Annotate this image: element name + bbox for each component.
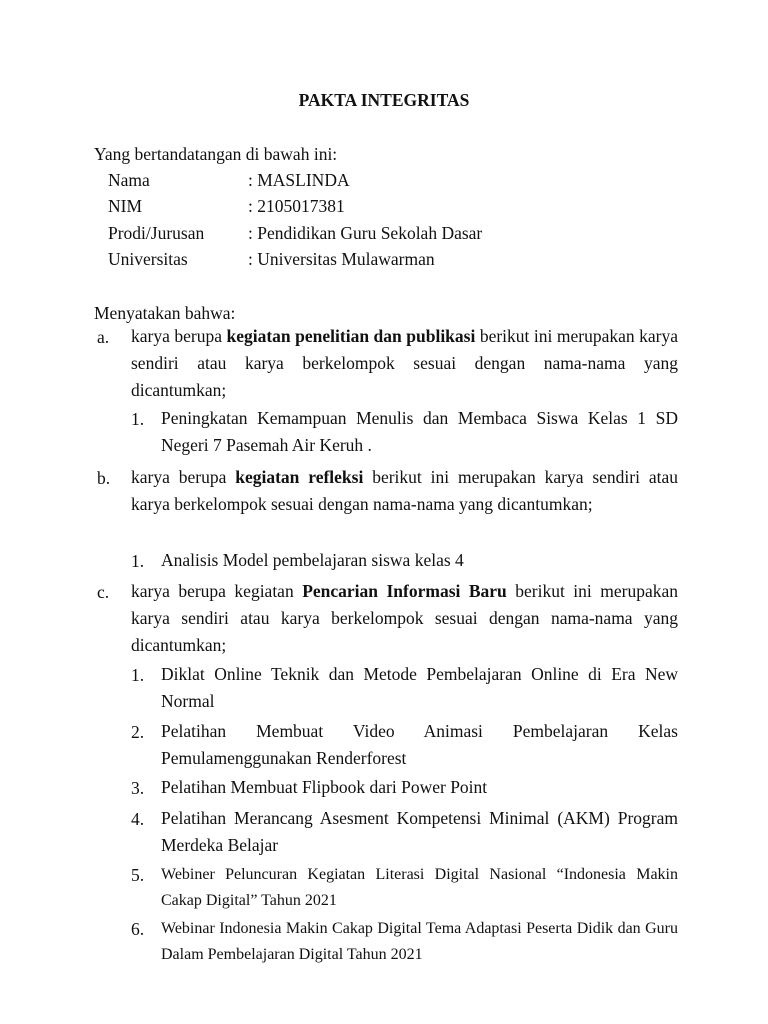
identity-label: Prodi/Jurusan — [108, 223, 205, 243]
identity-label: Universitas — [108, 249, 188, 269]
item-text-bold: kegiatan refleksi — [235, 467, 364, 487]
sub-item-number: 1. — [131, 551, 145, 571]
item-text-prefix: karya berupa — [131, 326, 227, 346]
item-text-suffix: berikut ini merupakan karya sendiri atau karya berkelompok sesuai dengan nama-nama yang dicantumkan; — [131, 581, 678, 655]
sub-item-text: Pelatihan Merancang Asesment Kompetensi Minimal (AKM) Program Merdeka Belajar — [161, 808, 678, 855]
sub-item-text: Webiner Peluncuran Kegiatan Literasi Digital Nasional “Indonesia Makin Cakap Digital” Tahun 2021 — [161, 866, 678, 909]
item-letter: b. — [97, 468, 111, 488]
identity-value: : MASLINDA — [248, 170, 350, 190]
item-text-bold: kegiatan penelitian dan publikasi — [226, 326, 476, 346]
identity-value: : 2105017381 — [248, 196, 345, 216]
identity-label: Nama — [108, 170, 150, 190]
identity-value: : Pendidikan Guru Sekolah Dasar — [248, 223, 483, 243]
identity-row-university — [108, 249, 708, 275]
item-text-bold: Pencarian Informasi Baru — [302, 581, 507, 601]
sub-item-text: Pelatihan Membuat Video Animasi Pembelajaran Kelas Pemulamenggunakan Renderforest — [161, 721, 678, 768]
document-title: PAKTA INTEGRITAS — [298, 90, 470, 110]
sub-item-number: 6. — [131, 919, 145, 939]
item-paragraph — [131, 323, 678, 404]
sub-item-number: 3. — [131, 778, 145, 798]
identity-label: NIM — [108, 196, 143, 216]
intro-text: Yang bertandatangan di bawah ini: — [94, 144, 338, 164]
sub-item-text: Analisis Model pembelajaran siswa kelas 4 — [161, 550, 464, 570]
sub-item-text: Diklat Online Teknik dan Metode Pembelajaran Online di Era New Normal — [161, 664, 678, 711]
identity-row-name — [108, 170, 708, 196]
sub-item-number: 4. — [131, 809, 145, 829]
sub-item-text: Pelatihan Membuat Flipbook dari Power Point — [161, 777, 488, 797]
sub-item-number: 5. — [131, 865, 145, 885]
sub-item-number: 2. — [131, 722, 145, 742]
statement-intro: Menyatakan bahwa: — [94, 303, 236, 323]
item-text-prefix: karya berupa — [131, 467, 236, 487]
item-text-suffix: berikut ini merupakan karya sendiri atau karya berkelompok sesuai dengan nama-nama yang dicantumkan; — [131, 467, 678, 514]
item-text-suffix: berikut ini merupakan karya sendiri atau karya berkelompok sesuai dengan nama-nama yang dicantumkan; — [131, 326, 678, 400]
item-paragraph — [131, 464, 678, 518]
sub-item-number: 1. — [131, 409, 145, 429]
item-paragraph — [131, 578, 678, 659]
identity-row-prodi — [108, 223, 708, 249]
sub-item-number: 1. — [131, 665, 145, 685]
identity-row-nim — [108, 196, 708, 222]
item-text-prefix: karya berupa kegiatan — [131, 581, 303, 601]
sub-item-text: Webinar Indonesia Makin Cakap Digital Tema Adaptasi Peserta Didik dan Guru Dalam Pembelajaran Digital Tahun 2021 — [161, 920, 678, 963]
item-letter: a. — [97, 327, 110, 347]
identity-value: : Universitas Mulawarman — [248, 249, 435, 269]
item-letter: c. — [97, 582, 110, 602]
sub-item-text: Peningkatan Kemampuan Menulis dan Membaca Siswa Kelas 1 SD Negeri 7 Pasemah Air Keruh . — [161, 408, 678, 455]
